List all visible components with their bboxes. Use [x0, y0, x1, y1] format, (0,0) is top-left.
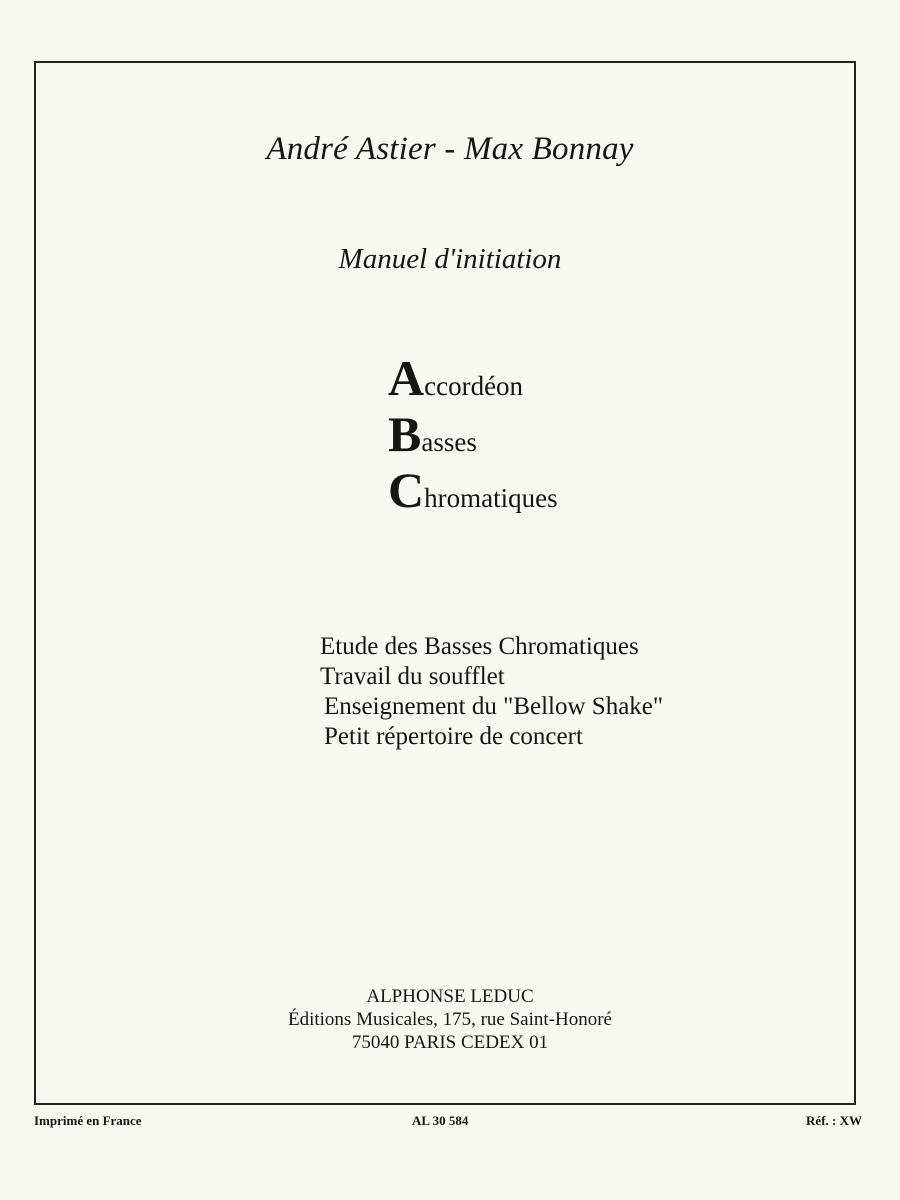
abc-initial-a: A: [388, 350, 425, 406]
catalog-number: AL 30 584: [412, 1113, 469, 1128]
abc-title-block: [388, 350, 558, 518]
abc-initial-c: C: [388, 462, 425, 518]
contents-list: [320, 632, 663, 752]
contents-item: Travail du soufflet: [320, 663, 505, 690]
abc-rest-basses: asses: [421, 427, 477, 457]
abc-rest-chromatiques: hromatiques: [424, 483, 558, 513]
publisher-block: [0, 985, 900, 1054]
abc-line-basses: [388, 406, 558, 462]
abc-line-accordeon: [388, 350, 558, 406]
contents-item: Etude des Basses Chromatiques: [320, 633, 639, 660]
publisher-city: 75040 PARIS CEDEX 01: [351, 1032, 549, 1053]
publisher-name: ALPHONSE LEDUC: [366, 986, 534, 1007]
reference-code: Réf. : XW: [806, 1113, 862, 1128]
abc-rest-accordeon: ccordéon: [424, 371, 524, 401]
publisher-address: Éditions Musicales, 175, rue Saint-Honoré: [287, 1009, 612, 1030]
contents-item: Enseignement du "Bellow Shake": [324, 693, 664, 720]
cover-border-frame: [34, 61, 856, 1105]
contents-item: Petit répertoire de concert: [324, 723, 583, 750]
printed-in-note: Imprimé en France: [34, 1113, 142, 1128]
abc-initial-b: B: [388, 406, 422, 462]
authors-line: André Astier - Max Bonnay: [266, 131, 634, 167]
subtitle: Manuel d'initiation: [338, 243, 562, 275]
abc-line-chromatiques: [388, 462, 558, 518]
